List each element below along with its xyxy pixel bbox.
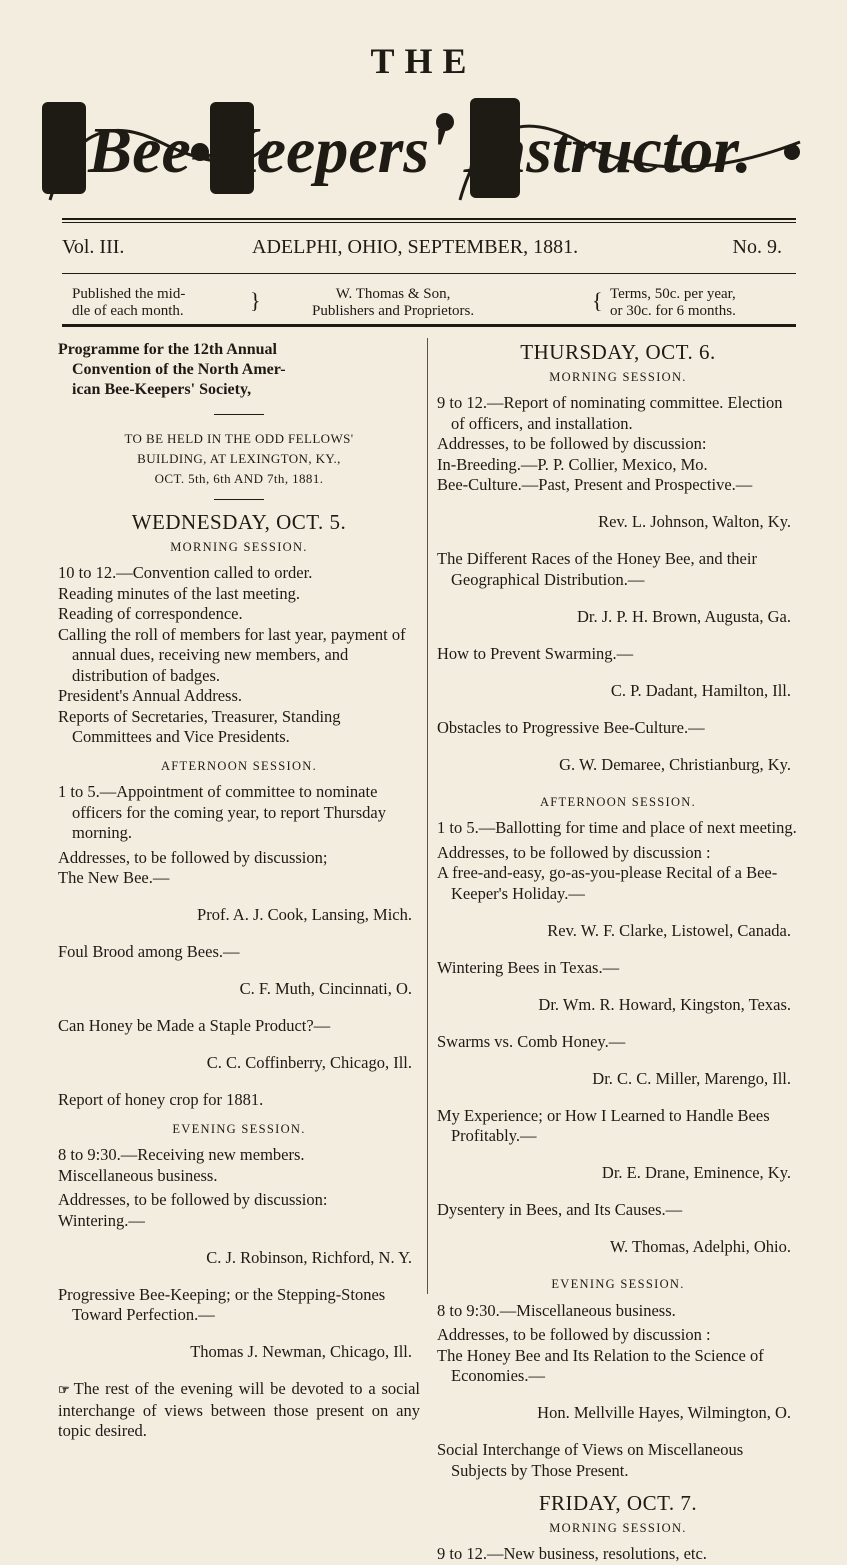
list-item: Miscellaneous business. xyxy=(58,1165,218,1185)
list-item: Reading minutes of the last meeting. xyxy=(58,583,300,603)
publication-schedule: Published the mid- dle of each month. xyxy=(72,286,186,319)
speaker: Dr. E. Drane, Eminence, Ky. xyxy=(601,1163,791,1182)
issue-number: No. 9. xyxy=(732,236,782,258)
speaker: Hon. Mellville Hayes, Wilmington, O. xyxy=(537,1403,791,1422)
speaker: W. Thomas, Adelphi, Ohio. xyxy=(609,1237,791,1256)
wednesday-heading: WEDNESDAY, OCT. 5. xyxy=(131,510,347,534)
programme-title: Programme for the 12th Annual Convention of the North Amer- ican Bee-Keepers' Society, xyxy=(58,341,286,398)
right-column xyxy=(437,340,799,1565)
list-item: Addresses, to be followed by discussion: xyxy=(437,434,707,453)
list-item: Reports of Secretaries, Treasurer, Standing Committees and Vice Presidents. xyxy=(58,706,341,746)
list-item: President's Annual Address. xyxy=(58,686,243,705)
speaker: C. C. Coffinberry, Chicago, Ill. xyxy=(206,1053,412,1072)
list-item: 8 to 9:30.—Receiving new members. xyxy=(58,1145,305,1164)
morning-session-label: MORNING SESSION. xyxy=(170,539,308,554)
topic: Progressive Bee-Keeping; or the Stepping-Stones Toward Perfection.— xyxy=(58,1284,386,1324)
topic: Bee-Culture.—Past, Present and Prospective.— xyxy=(437,475,753,494)
list-item: Reading of correspondence. xyxy=(58,604,243,623)
topic: My Experience; or How I Learned to Handle Bees Profitably.— xyxy=(437,1105,770,1145)
topic: Wintering Bees in Texas.— xyxy=(437,957,620,977)
topic: Swarms vs. Comb Honey.— xyxy=(437,1031,626,1051)
list-item: 8 to 9:30.—Miscellaneous business. xyxy=(437,1300,676,1320)
list-item: Addresses, to be followed by discussion : xyxy=(437,1325,711,1344)
topic: The Different Races of the Honey Bee, and their Geographical Distribution.— xyxy=(437,549,757,589)
brace-right: { xyxy=(592,288,603,313)
list-item: Calling the roll of members for last year, payment of annual dues, receiving new members, and distribution of badges. xyxy=(58,624,406,685)
masthead-logo xyxy=(40,82,807,212)
convention-venue: TO BE HELD IN THE ODD FELLOWS' BUILDING, AT LEXINGTON, KY., OCT. 5th, 6th AND 7th, 1881. xyxy=(124,431,354,486)
speaker: C. P. Dadant, Hamilton, Ill. xyxy=(610,680,791,700)
topic: Obstacles to Progressive Bee-Culture.— xyxy=(437,717,705,737)
topic: The New Bee.— xyxy=(58,868,170,887)
topic: The Honey Bee and Its Relation to the Science of Economies.— xyxy=(437,1345,764,1385)
list-item: Addresses, to be followed by discussion : xyxy=(437,842,711,862)
list-item: 9 to 12.—New business, resolutions, etc. xyxy=(437,1544,707,1563)
list-item: 9 to 12.—Report of nominating committee. Election of officers, and installation. xyxy=(437,393,783,433)
evening-session-label: EVENING SESSION. xyxy=(551,1277,685,1291)
volume-label: Vol. III. xyxy=(62,236,125,258)
topic: Social Interchange of Views on Miscellaneous Subjects by Those Present. xyxy=(437,1440,744,1480)
speaker: G. W. Demaree, Christianburg, Ky. xyxy=(559,754,791,774)
speaker: Dr. C. C. Miller, Marengo, Ill. xyxy=(592,1068,791,1088)
list-item: Addresses, to be followed by discussion; xyxy=(58,847,328,867)
brace-left: } xyxy=(250,288,261,313)
topic: How to Prevent Swarming.— xyxy=(437,643,634,663)
afternoon-session-label: AFTERNOON SESSION. xyxy=(539,794,697,809)
speaker: Thomas J. Newman, Chicago, Ill. xyxy=(190,1342,412,1361)
dateline: ADELPHI, OHIO, SEPTEMBER, 1881. xyxy=(252,236,579,258)
thursday-heading: THURSDAY, OCT. 6. xyxy=(520,340,716,364)
speaker: Rev. L. Johnson, Walton, Ky. xyxy=(598,512,791,531)
topic: In-Breeding.—P. P. Collier, Mexico, Mo. xyxy=(437,454,708,474)
speaker: Rev. W. F. Clarke, Listowel, Canada. xyxy=(547,920,791,940)
evening-session-label: EVENING SESSION. xyxy=(172,1121,306,1136)
topic: Wintering.— xyxy=(58,1210,145,1230)
left-column xyxy=(58,340,420,1442)
topic: Dysentery in Bees, and Its Causes.— xyxy=(437,1200,683,1219)
list-item: Addresses, to be followed by discussion: xyxy=(58,1190,328,1209)
list-item: 10 to 12.—Convention called to order. xyxy=(58,563,313,582)
morning-session-label: MORNING SESSION. xyxy=(549,369,687,384)
topic: Can Honey be Made a Staple Product?— xyxy=(58,1016,331,1035)
topic: A free-and-easy, go-as-you-please Recital of a Bee-Keeper's Holiday.— xyxy=(437,863,778,903)
topic: Foul Brood among Bees.— xyxy=(58,942,240,961)
list-item: 1 to 5.—Ballotting for time and place of next meeting. xyxy=(437,818,797,837)
terms: Terms, 50c. per year, or 30c. for 6 months. xyxy=(610,286,736,319)
friday-heading: FRIDAY, OCT. 7. xyxy=(538,1491,698,1515)
publishers: W. Thomas & Son, Publishers and Proprietors. xyxy=(312,286,475,319)
masthead-title-text: Bee-Keepers' Instructor. xyxy=(88,114,752,187)
evening-note: ☞ The rest of the evening will be devoted to a social interchange of views between those present on any topic desired. xyxy=(58,1379,420,1440)
issue-info-line xyxy=(62,236,796,266)
pointing-hand-icon: ☞ xyxy=(58,1382,70,1397)
speaker: C. J. Robinson, Richford, N. Y. xyxy=(206,1247,412,1267)
speaker: Dr. Wm. R. Howard, Kingston, Texas. xyxy=(538,994,791,1014)
list-item: 1 to 5.—Appointment of committee to nominate officers for the coming year, to report Thursday morning. xyxy=(58,782,386,842)
speaker: Prof. A. J. Cook, Lansing, Mich. xyxy=(197,905,412,924)
speaker: C. F. Muth, Cincinnati, O. xyxy=(239,979,412,998)
column-divider xyxy=(427,338,428,1294)
morning-session-label: MORNING SESSION. xyxy=(549,1520,687,1535)
afternoon-session-label: AFTERNOON SESSION. xyxy=(160,758,318,773)
speaker: Dr. J. P. H. Brown, Augusta, Ga. xyxy=(576,606,791,626)
list-item: Report of honey crop for 1881. xyxy=(58,1090,264,1109)
masthead-small-title: THE xyxy=(370,41,477,81)
